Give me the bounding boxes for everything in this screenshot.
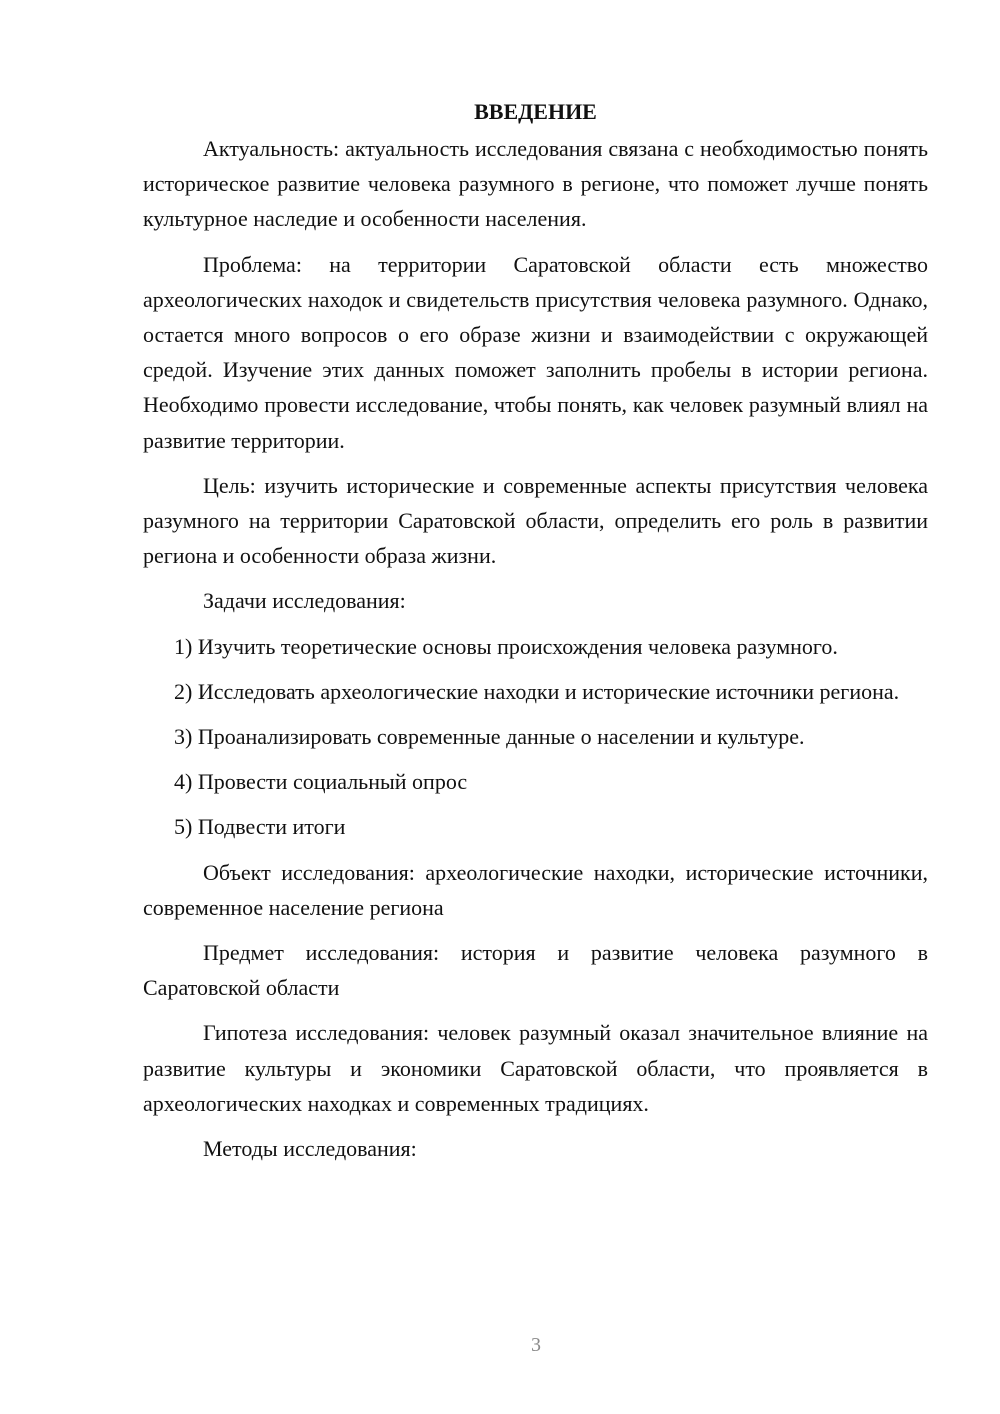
page-title: ВВЕДЕНИЕ xyxy=(474,99,597,124)
relevance-paragraph: Актуальность: актуальность исследования связана с необходимостью понять историческое развитие человека разумного в регионе, что поможет лучше понять культурное наследие и особенности населения. xyxy=(143,136,928,232)
goal-paragraph: Цель: изучить исторические и современные аспекты присутствия человека разумного на территории Саратовской области, определить его роль в развитии региона и особенности образа жизни. xyxy=(143,472,928,569)
task-item-1: 1) Изучить теоретические основы происхождения человека разумного. xyxy=(174,633,838,659)
task-item-2: 2) Исследовать археологические находки и исторические источники региона. xyxy=(174,678,900,704)
problem-paragraph: Проблема: на территории Саратовской области есть множество археологических находок и свидетельств присутствия человека разумного. Однако, остается много вопросов о его образе жизни и взаимодействии с окружающей средой. Изучение этих данных поможет заполнить пробелы в истории региона. Необходимо провести исследование, чтобы понять, как человек разумный влиял на развитие территории. xyxy=(143,251,928,453)
page-number: 3 xyxy=(531,1334,541,1356)
task-item-5: 5) Подвести итоги xyxy=(174,814,346,840)
tasks-heading: Задачи исследования: xyxy=(203,588,406,614)
task-item-3: 3) Проанализировать современные данные о населении и культуре. xyxy=(174,724,805,750)
object-paragraph: Объект исследования: археологические находки, исторические источники, современное население региона xyxy=(143,859,928,920)
subject-paragraph: Предмет исследования: история и развитие человека разумного в Саратовской области xyxy=(143,940,928,1001)
hypothesis-paragraph: Гипотеза исследования: человек разумный оказал значительное влияние на развитие культуры и экономики Саратовской области, что проявляется в археологических находках и современных традициях. xyxy=(143,1020,928,1116)
task-item-4: 4) Провести социальный опрос xyxy=(174,769,468,795)
page-content xyxy=(143,94,928,1176)
methods-heading: Методы исследования: xyxy=(203,1136,417,1162)
